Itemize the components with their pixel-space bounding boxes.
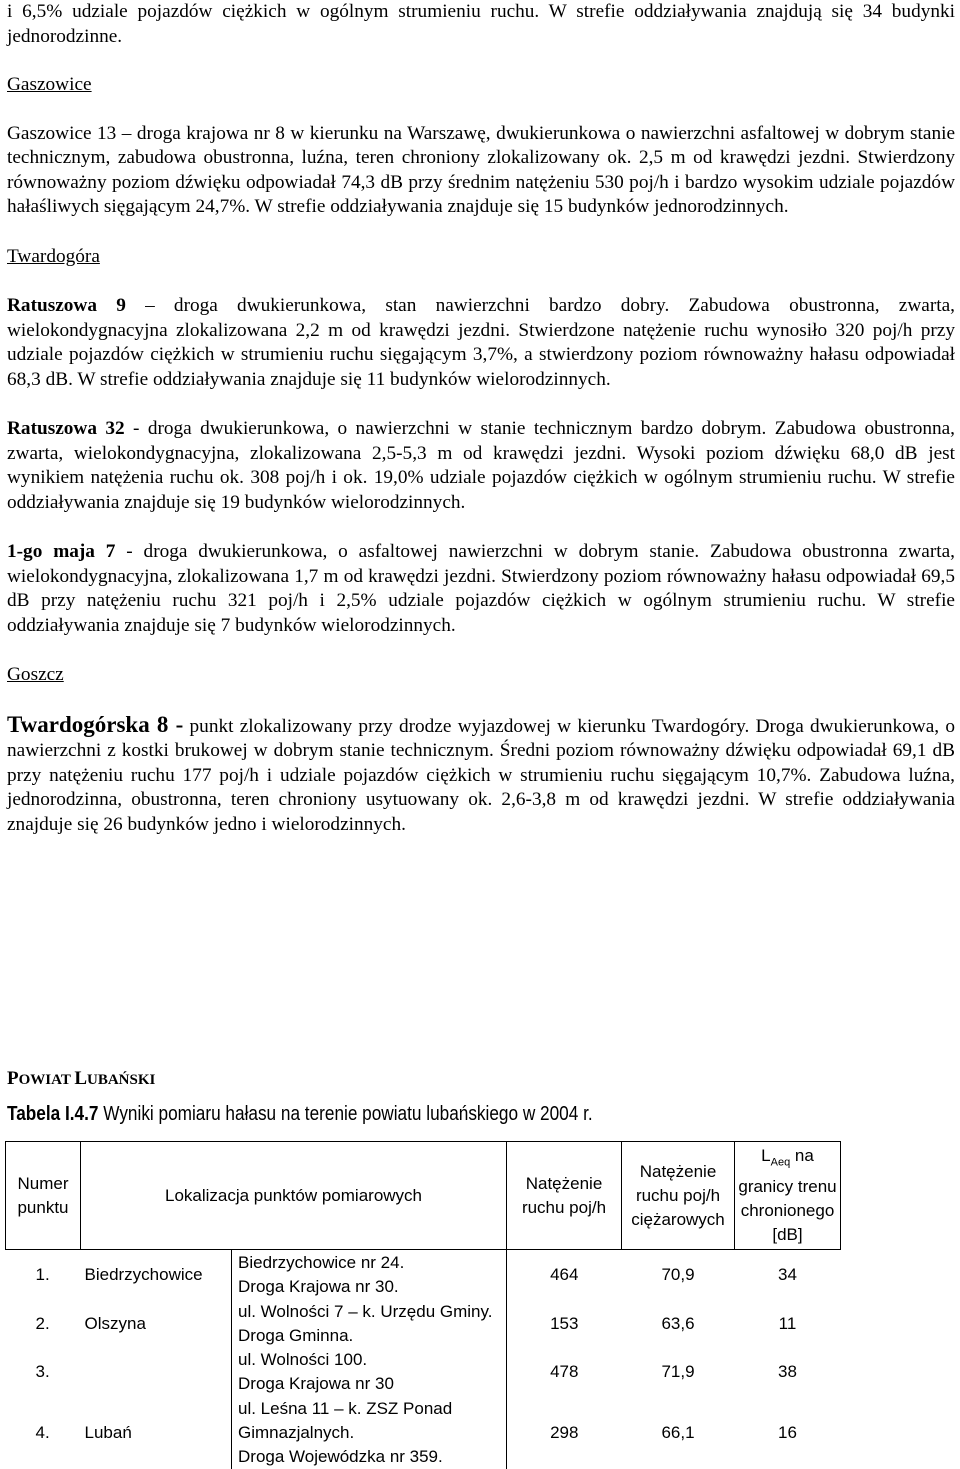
goszcz-heading: Goszcz [7, 664, 64, 685]
maja-text: - droga dwukierunkowa, o asfaltowej nawierzchni w dobrym stanie. Zabudowa obustronna zwarta, wielokondygnacyjna, zlokalizowana 1,7 m od krawędzi jezdni. Stwierdzony poziom równoważny hałasu odpowiadał 69,5 dB przy natężeniu ruchu 321 poj/h i 2,5% udziale pojazdów ciężkich w ogólnym strumieniu ruchu. W strefie oddziaływania znajduje się 7 budynków wielorodzinnych. [7, 541, 955, 636]
twardogora-heading: Twardogóra [7, 245, 100, 267]
ratuszowa32-lead: Ratuszowa 32 [7, 418, 125, 439]
gaszowice-lead: Gaszowice 13 [7, 122, 117, 144]
table-row: 4. Lubań ul. Leśna 11 – k. ZSZ Ponad Gimnazjalnych. Droga Wojewódzka nr 359. 298 66,1 16 [6, 1397, 841, 1469]
intro-paragraph: i 6,5% udziale pojazdów ciężkich w ogólnym strumieniu ruchu. W strefie oddziaływania znajdują się 34 budynki jednorodzinne. [7, 1, 955, 47]
table-caption [7, 1103, 593, 1126]
gaszowice-paragraph [7, 122, 955, 220]
twardogorska-text: punkt zlokalizowany przy drodze wyjazdowej w kierunku Twardogóry. Droga dwukierunkowa, o nawierzchni z kostki brukowej w dobrym stanie technicznym. Średni poziom równoważny dźwięku odpowiadał 69,1 dB przy natężeniu ruchu 177 poj/h i udziale pojazdów ciężkich w strumieniu ruchu sięgającym 10,7%. Zabudowa luźna, jednorodzinna, obustronna, teren chroniony usytuowany ok. 2,6-3,8 m od krawędzi jezdni. W strefie oddziaływania znajduje się 26 budynków jedno i wielorodzinnych. [7, 715, 955, 835]
document-body [7, 0, 955, 837]
ratuszowa32-text: - droga dwukierunkowa, o nawierzchni w stanie technicznym bardzo dobrym. Zabudowa obustronna, zwarta, wielokondygnacyjna, zlokalizowana 2,5-5,3 m od krawędzi jezdni. Wysoki poziom dźwięku 68,0 dB jest wynikiem natężenia ruchu ok. 308 poj/h i ok. 19,0% udziale pojazdów ciężkich w ogólnym strumieniu ruchu. W strefie oddziaływania znajduje się 19 budynków wielorodzinnych. [7, 418, 955, 513]
gaszowice-heading: Gaszowice [7, 74, 92, 95]
table-caption-text: Wyniki pomiaru hałasu na terenie powiatu lubańskiego w 2004 r. [98, 1103, 593, 1125]
twardogorska-paragraph [7, 713, 955, 838]
maja-lead: 1-go maja 7 [7, 541, 116, 562]
table-caption-label: Tabela I.4.7 [7, 1103, 99, 1125]
maja-paragraph [7, 540, 955, 638]
header-natezenie: Natężenie ruchu poj/h [507, 1142, 622, 1250]
table-row: 3. ul. Wolności 100. Droga Krajowa nr 30 478 71,9 38 [6, 1348, 841, 1397]
table-row: 2. Olszyna ul. Wolności 7 – k. Urzędu Gminy. Droga Gminna. 153 63,6 11 [6, 1300, 841, 1348]
ratuszowa9-text: – droga dwukierunkowa, stan nawierzchni bardzo dobry. Zabudowa obustronna, zwarta, wielokondygnacyjna zlokalizowana 2,2 m od krawędzi jezdni. Stwierdzone natężenie ruchu wynosiło 320 poj/h przy udziale pojazdów ciężkich w strumieniu ruchu sięgającym 3,7%, a stwierdzony poziom równoważny hałasu odpowiadał 68,3 dB. W strefie oddziaływania znajduje się 11 budynków wielorodzinnych. [7, 295, 956, 390]
table-header-row [6, 1142, 841, 1250]
ratuszowa32-paragraph [7, 417, 955, 515]
measurement-table [5, 1141, 841, 1469]
header-numer: Numer punktu [6, 1142, 81, 1250]
ratuszowa9-paragraph [7, 294, 955, 392]
gaszowice-text: – droga krajowa nr 8 w kierunku na Warszawę, dwukierunkowa o nawierzchni asfaltowej w dobrym stanie technicznym, zabudowa obustronna, luźna, teren chroniony zlokalizowany ok. 2,5 m od krawędzi jezdni. Stwierdzony równoważny poziom dźwięku odpowiadał 74,3 dB przy średnim natężeniu 530 poj/h i bardzo wysokim udziale pojazdów hałaśliwych sięgającym 24,7%. W strefie oddziaływania znajduje się 15 budynków jednorodzinnych. [7, 122, 956, 217]
header-lokalizacja: Lokalizacja punktów pomiarowych [81, 1142, 507, 1250]
twardogorska-lead: Twardogórska 8 - [7, 711, 184, 737]
section-title-powiat-lubanski: POWIAT LUBAŃSKI [7, 1068, 156, 1089]
ratuszowa9-lead: Ratuszowa 9 [7, 295, 126, 316]
header-natezenie-ciezarowych: Natężenie ruchu poj/h ciężarowych [622, 1142, 735, 1250]
header-laeq: $L_{Aeq}$ na granicy trenu chronionego [dB] [735, 1142, 841, 1250]
table-row: 1. Biedrzychowice Biedrzychowice nr 24. Droga Krajowa nr 30. 464 70,9 34 [6, 1250, 841, 1300]
